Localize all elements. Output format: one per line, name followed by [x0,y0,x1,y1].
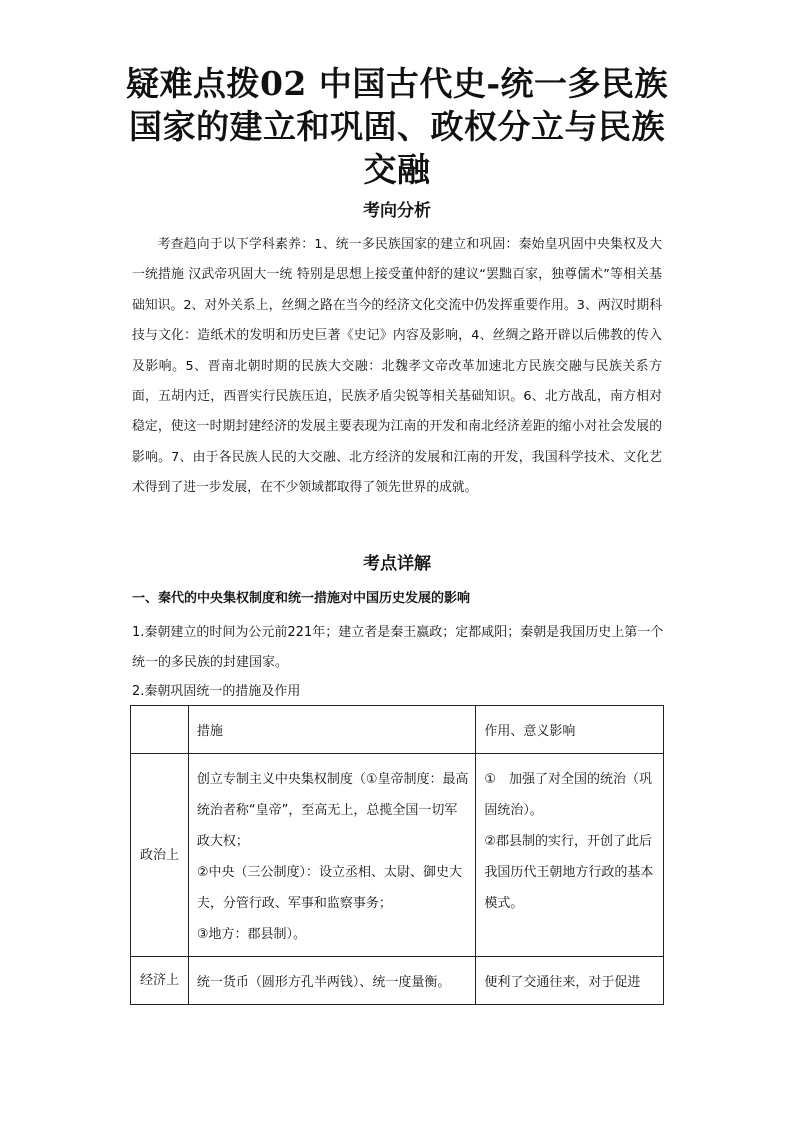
detail-subheading: 一、秦代的中央集权制度和统一措施对中国历史发展的影响 [132,591,471,606]
table-row [131,957,664,1005]
analysis-paragraph: 考查趋向于以下学科素养：1、统一多民族国家的建立和巩固：秦始皇巩固中央集权及大一统措施 汉武帝巩固大一统 特别是思想上接受董仲舒的建议“罢黜百家，独尊儒术”等相关基础知识。2、对外关系上，丝绸之路在当今的经济文化交流中仍发挥重要作用。3、两汉时期科技与文化：造纸术的发明和历史巨著《史记》内容及影响，4、丝绸之路开辟以后佛教的传入及影响。5、晋南北朝时期的民族大交融：北魏孝文帝改革加速北方民族交融与民族关系方面，五胡内迁，西晋实行民族压迫，民族矛盾尖锐等相关基础知识。6、北方战乱，南方相对稳定，使这一时期封建经济的发展主要表现为江南的开发和南北经济差距的缩小对社会发展的影响。7、由于各民族人民的大交融、北方经济的发展和江南的开发，我国科学技术、文化艺术得到了进一步发展，在不少领域都取得了领先世界的成就。 [132,237,662,496]
measure-item: 统一货币（圆形方孔半两钱）、统一度量衡。 [196,975,451,990]
effects-cell [476,957,664,1005]
measure-item: 创立专制主义中央集权制度（①皇帝制度：最高统治者称“皇帝”，至高无上，总揽全国一切军政大权； [196,772,469,849]
title-line-3: 交融 [363,150,431,189]
table-header-cell: 作用、意义影响 [476,706,664,754]
measure-item: ②中央（三公制度）：设立丞相、太尉、御史大夫，分管行政、军事和监察事务； [196,865,463,911]
effect-item: ②郡县制的实行，开创了此后我国历代王朝地方行政的基本模式。 [484,834,654,911]
effect-item: 便利了交通往来，对于促进 [484,975,641,990]
table-header-cell: 措施 [188,706,475,754]
measures-cell [188,754,475,957]
table-header-cell [131,706,189,754]
effects-cell [476,754,664,957]
document-title [100,62,694,191]
qin-measures-caption: 2.秦朝巩固统一的措施及作用 [132,684,301,699]
analysis-heading: 考向分析 [363,201,431,221]
title-line-2: 国家的建立和巩固、政权分立与民族 [129,107,665,146]
table-header-row [131,706,664,754]
row-label: 政治上 [131,754,189,957]
effect-item: ① 加强了对全国的统治（巩固统治）。 [484,772,652,818]
detail-heading: 考点详解 [363,554,431,574]
measures-cell [188,957,475,1005]
title-line-1: 疑难点拨02 中国古代史-统一多民族 [125,64,669,103]
qin-measures-table [130,705,664,1005]
row-label: 经济上 [131,957,189,1005]
qin-founding-paragraph: 1.秦朝建立的时间为公元前221年；建立者是秦王嬴政；定都咸阳；秦朝是我国历史上第一个统一的多民族的封建国家。 [132,625,664,670]
measure-item: ③地方：郡县制）。 [196,927,307,942]
table-row [131,754,664,957]
